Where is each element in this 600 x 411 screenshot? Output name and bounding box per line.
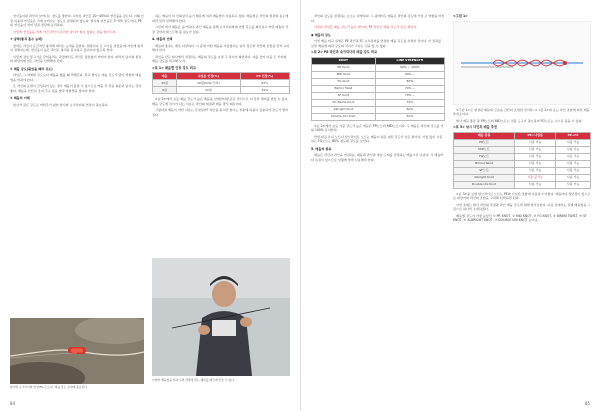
table-cell: 70%: [375, 99, 444, 106]
left-column-1: [10, 14, 144, 109]
body-paragraph: 매듭별 강도가 가장 높았던 ① PR KNOT, ② MID KNOT, ③ FG KNOT, ④ BIMINI TWIST, ⑤ SF KNOT, ⑥ ALBRIGHT KNOT, ⑦ DOUBLE UNI KNOT 순이다.: [453, 213, 587, 222]
table-header: PE 인장(%): [240, 73, 289, 80]
table-header: PE+FC: [556, 132, 591, 139]
table-cell: 9평: [153, 87, 177, 94]
knot-strength-table-small: [152, 72, 290, 94]
table-row: [312, 113, 445, 120]
table-cell: 사용 가능: [556, 153, 591, 160]
table-row: [153, 87, 290, 94]
table-row: [312, 71, 445, 78]
table-row: [454, 174, 591, 181]
table-cell: 20평: [153, 80, 177, 87]
table-cell: Bimini Twist: [454, 160, 515, 167]
table-cell: PR노트: [454, 139, 515, 146]
right-column-2: [453, 14, 591, 225]
table-row: [312, 92, 445, 99]
section-heading: ③ 장력(충격 흡수 능력): [10, 37, 43, 41]
table-cell: 사용 가능: [515, 167, 556, 174]
body-paragraph: 이번 호에는 합사 라인의 특징과 라인 매듭 강도에 대해 알아보았다. 다음 호에서는 실제 매듭법을 그림으로 하나씩 소개하겠다.: [453, 202, 591, 211]
knot-recommendation-table: [453, 132, 591, 189]
section-heading: 4. 매듭의 선택: [152, 37, 173, 41]
body-paragraph: <표 2>에서 보듯 매듭 강도가 높은 매듭을 선택한다면 같은 라인으로 더 강한 채비를 만들 수 있다. 매듭 강도에 차이가 나는 이유는 라인의 재질과 매듭 방식 때문이다.: [152, 97, 289, 106]
figure-label: <그림 1>: [453, 14, 468, 18]
section-heading: ◉ 매듭의 강도: [311, 32, 331, 37]
table-cell: 70% ~: [375, 85, 444, 92]
body-paragraph: 하는 매듭이 더 신뢰성이 높기 때문에 여러 매듭법이 사용되고 있다. 매듭법은 라인의 종류와 용도에 따라 달리 선택해야 한다.: [152, 14, 289, 23]
table-header: 나일론 인장(%): [177, 73, 241, 80]
table-cell: Double Uni Knot: [312, 113, 376, 120]
body-paragraph: 반면 더블 유니 노트나 알브라이트 노트는 매듭이 쉬운 대신 강도가 낮은 편이다. 가장 많이 사용하는 FG노트는 80% 정도의 강도를 보인다.: [311, 134, 443, 143]
table-cell: 사용 가능: [556, 181, 591, 188]
section-heading: ⑤ 매듭의 이해: [10, 96, 30, 100]
table-cell: 사용 가능: [556, 139, 591, 146]
table-cell: 91%: [240, 87, 289, 94]
left-column-2: [152, 14, 290, 119]
table-row: [454, 167, 591, 174]
table-label: <표 1> 매듭별 인장 강도 비교: [152, 65, 196, 70]
knot-diagram: [453, 21, 591, 105]
table-cell: 사용 불가능: [515, 174, 556, 181]
table-cell: FG노트: [454, 153, 515, 160]
body-paragraph: 그런데 합사 매듭은 불가하다. 라인 매듭을 통해 쇼크리더와의 연결 강도를 확인하고 어떤 매듭이 가장 강한지 테스트해 볼 필요가 있다.: [152, 25, 289, 34]
body-paragraph: 매듭은 라인과 라인을 연결하는 매듭과 라인과 바늘·도래를 연결하는 매듭으로 나뉜다. 각 매듭마다 특징이 있으므로 상황에 맞게 사용해야 한다.: [311, 153, 444, 162]
table-cell: PR Knot: [312, 64, 376, 71]
table-cell: MID Knot: [312, 71, 376, 78]
body-paragraph: 이번 매듭 비교 실험은 PE 라인과 FC 쇼크리더를 연결한 매듭 강도를 측정한 것이다. 이 결과를 보면 매듭에 따라 강도의 차이가 크다는 것을 알 수 있다.: [311, 39, 442, 48]
table-cell: 60%: [375, 106, 444, 113]
knot-illustration: [10, 318, 144, 384]
table-row: [454, 139, 591, 146]
table-cell: 사용 가능: [556, 146, 591, 153]
photo-caption: 합사와 쇼크리더의 연결(FG 노트)은 매듭 강도 유지에 중요하다.: [10, 385, 88, 389]
right-column-1: [311, 14, 445, 164]
table-header: 매듭 종류: [454, 132, 515, 139]
body-paragraph: 또 라인의 표면이 코팅되어 있는 경우 매듭이 풀릴 수 있으므로 매듭 후 끝을 충분히 남기는 것이 좋다. 매듭을 단단히 조여 주고 침을 발라 마찰열을 줄여야 한다.: [10, 84, 142, 93]
table-label: <표 3> 낚시 다인과 매듭 추천: [453, 125, 497, 129]
table-row: [153, 80, 290, 87]
table-cell: 20평(5/32 인치): [177, 80, 241, 87]
table-row: [312, 99, 445, 106]
table-header: PE+나일론: [515, 132, 556, 139]
table-cell: 50%: [375, 113, 444, 120]
body-paragraph: 그렇다면 매듭이 약한 이유는 무엇일까? 라인을 묶으면 꺾이는 부분에 하중이 집중되어 강도가 떨어진다.: [152, 108, 288, 117]
body-paragraph: <표 3>을 보면 알브라이트 노트는 PE와 나일론 조합에 사용하기 어렵다. 매듭마다 장단점이 있으므로 대상어와 라인의 조합을 고려해 선택하면 된다.: [453, 191, 591, 200]
table-row: [312, 64, 445, 71]
section-heading: 5. 매듭의 종류: [311, 146, 332, 151]
body-paragraph: 매듭의 종류는 매우 다양하다. 이 중에 어떤 매듭을 사용할지는 낚시 장르와 라인의 조합을 먼저 고려해야 한다.: [152, 43, 290, 52]
section-heading: ④ 매듭 강도(묶었을 때의 강도): [10, 66, 53, 71]
table-row: [312, 78, 445, 85]
table-label: <표 2> PE 라인과 쇼크리더의 매듭 강도 비교: [311, 50, 378, 54]
table-cell: 사용 가능: [515, 160, 556, 167]
knot-diagram-illustration: [453, 21, 591, 105]
intro-paragraph: 연신율이란 라인이 늘어나는 정도를 말한다. 나일론 라인은 20~40%의 연신율을 갖는다. 이때 인장 하중과 연신율은 크게 늘어나는 정도로 결정되지 않는다. 합사의 연신율은 3~5% 정도이다. PE의 연신율이 적어 입질 전달에 유리하다.: [10, 14, 144, 27]
knot-strength-table: [311, 57, 445, 121]
table-row: [454, 153, 591, 160]
table-row: [312, 106, 445, 113]
table-cell: 사용 가능: [515, 153, 556, 160]
table-cell: 90% ~: [375, 71, 444, 78]
table-cell: 사용 가능: [556, 160, 591, 167]
table-cell: 사용 가능: [515, 181, 556, 188]
highlighted-paragraph: 나일론 라인은 매듭 강도가 높은 편이며, PE 라인은 매듭 강도가 낮은 편이다.: [314, 25, 418, 29]
table-cell: Albright Knot: [312, 106, 376, 113]
body-paragraph: <표 2>에서 보듯 가장 강도가 높은 매듭은 PR노트와 MID노트이다. 두 매듭은 라인의 강도를 거의 100% 유지한다.: [311, 123, 444, 132]
angler-illustration: [152, 258, 290, 376]
body-paragraph: 라인은 그 자체의 강도보다 매듭을 했을 때 약해진다. 특히 합사는 매듭 강도가 낮아 적합한 매듭법을 익혀야 한다.: [10, 73, 142, 82]
table-cell: 97%: [240, 80, 289, 87]
body-paragraph: 라인의 강도를 결정하는 요소는 다양하다. 그 중에서도 매듭은 라인의 강도에 가장 큰 영향을 미친다.: [311, 14, 445, 23]
table-cell: SF Knot: [312, 92, 376, 99]
table-cell: Bimini Twist: [312, 85, 376, 92]
table-cell: MID노트: [454, 146, 515, 153]
page-number: 84: [10, 401, 16, 406]
table-cell: 20평: [177, 87, 241, 94]
highlighted-paragraph: 이렇게 연신율을 적게 가진 라인이 유리한 낚시가 따로 있다는 점을 알아두자.: [13, 29, 117, 34]
body-paragraph: <그림 1>은 완성된 매듭의 모습을 간단히 표현한 것이다. <그림 2>의 표는 라인 조합에 따른 매듭 추천표이다.: [453, 107, 590, 116]
body-paragraph: 합사가 같은 강도로 버텨주기 위한 합사와 쇼크리더의 연결이 필요하다.: [13, 102, 109, 107]
right-page: [300, 0, 600, 411]
body-paragraph: 이렇게 잡힌 물고기를 끌어올리는 과정에서도 라인은 끊임없이 버텨야 한다. 따라서 낚시의 종류와 대상어에 맞는 라인을 선택해야 한다.: [10, 54, 142, 63]
table-row: [454, 160, 591, 167]
table-header: 매듭: [153, 73, 177, 80]
table-header: KNOT: [312, 57, 376, 64]
page-number: 85: [584, 401, 590, 406]
table-cell: SF노트: [454, 167, 515, 174]
table-row: [312, 85, 445, 92]
table-cell: No Name Knot: [312, 99, 376, 106]
knot-closeup-photo: [10, 318, 144, 384]
table-cell: FG Knot: [312, 78, 376, 85]
table-cell: 사용 가능: [515, 139, 556, 146]
table-cell: Double Uni Knot: [454, 181, 515, 188]
angler-photo: [152, 258, 290, 376]
table-cell: 90% ~ 100%: [375, 64, 444, 71]
table-cell: 70% ~: [375, 92, 444, 99]
table-row: [454, 181, 591, 188]
photo-caption: 다양한 매듭법을 익혀 두면 상황에 맞는 채비를 빠르게 만들 수 있다.: [152, 378, 235, 382]
table-cell: 사용 가능: [556, 167, 591, 174]
table-cell: Albright Knot: [454, 174, 515, 181]
table-cell: 80%: [375, 78, 444, 85]
table-cell: 사용 가능: [515, 146, 556, 153]
body-paragraph: 합사 매듭 종류 중 PR노트와 MID노트는 전용 도구가 필요하며 FG노트는 손으로 묶을 수 있다.: [456, 118, 583, 123]
table-header: LINE STRENGTH: [375, 57, 444, 64]
table-row: [454, 146, 591, 153]
body-paragraph: 라인을 만든 회사에서 권장하는 매듭의 강도를 보면 그 차이가 확연하다. 예를 들어 다음 두 가지의 매듭 강도를 비교해 보자.: [152, 54, 287, 63]
table-cell: 사용 가능: [556, 174, 591, 181]
body-paragraph: 장력은 라인이 순간적인 충격에 버티는 능력을 뜻한다. 챔질이나 큰 고기를 걸었을 때 라인에 충격이 전해지는데, 연신율이 높은 라인은 충격을 흡수하고 끊어지지 않도록 한다.: [10, 43, 144, 52]
